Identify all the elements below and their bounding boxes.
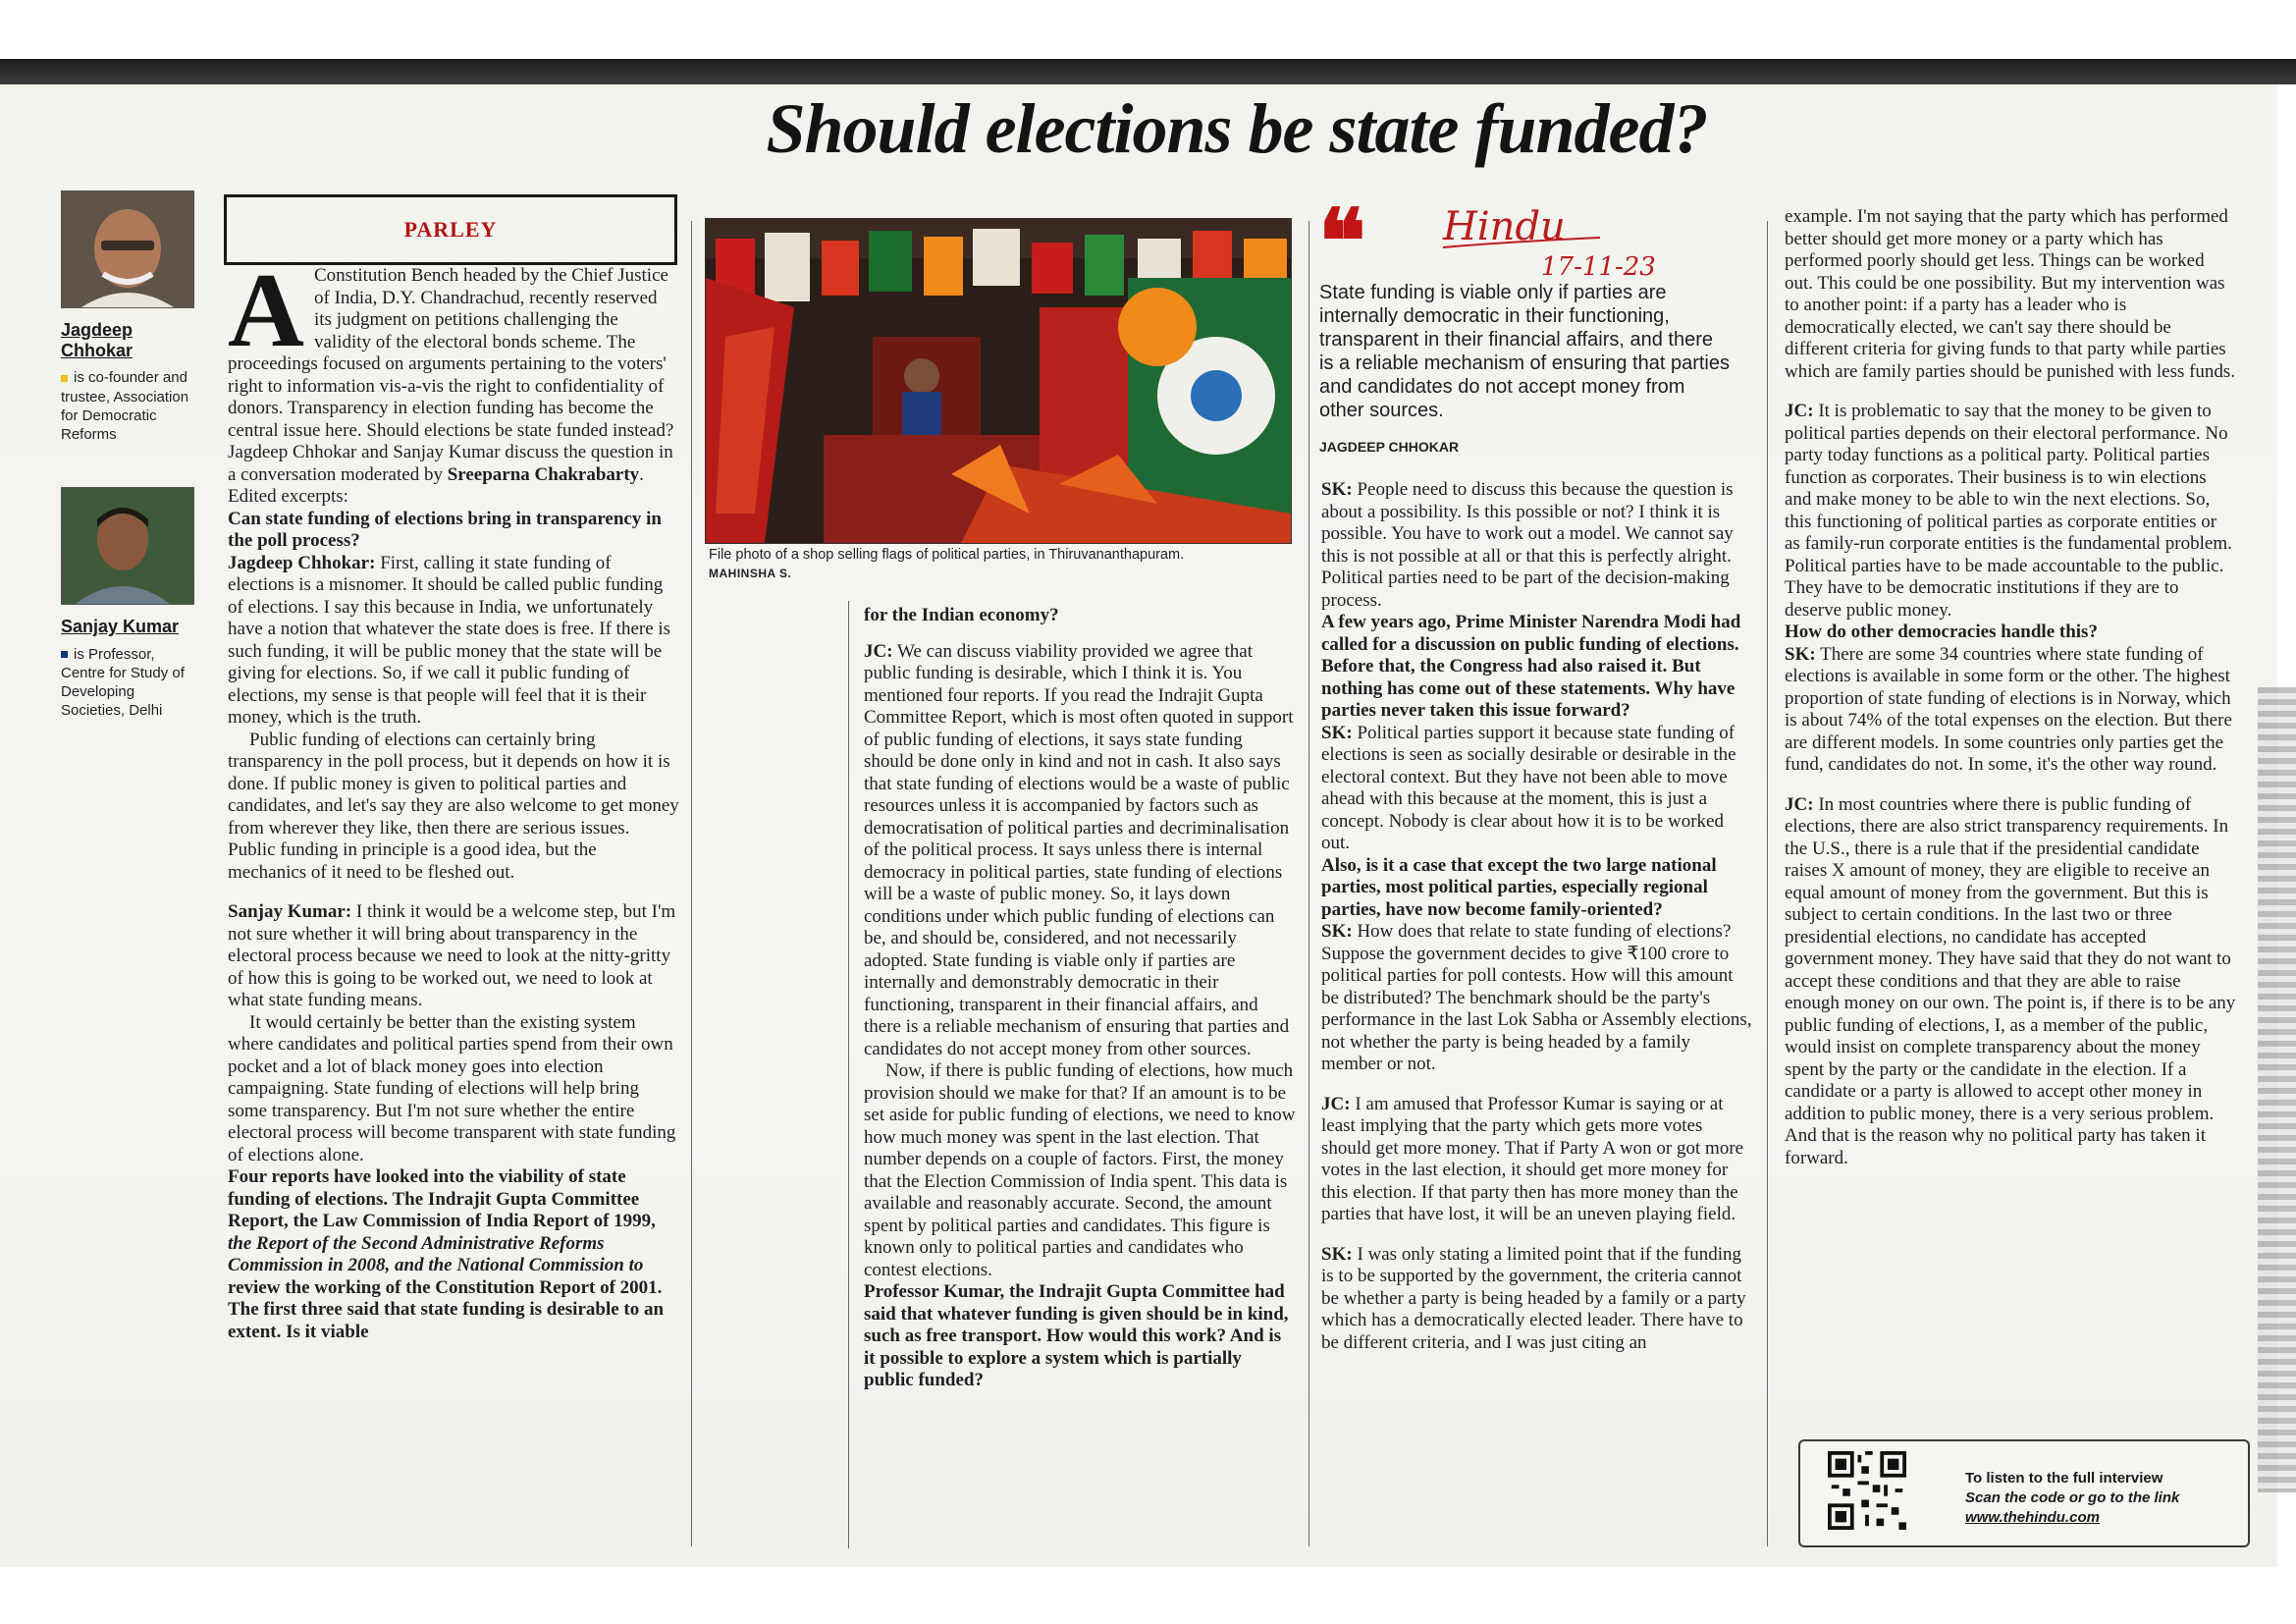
answer-paragraph	[1785, 644, 2236, 777]
drop-cap: A	[228, 252, 304, 369]
answer-text: It is problematic to say that the money to be given to political parties depends on their electoral performance. No party today functions as a political party. Political parties function as corporates. Their business is to win elections and make money to be able to win the next elections. So, this functioning of political parties as corporate entities or as family-run corporate entities is the fundamental problem. Political parties have to be made accountable to the public. They have to be democratic institutions if they are to deserve public money.	[1785, 401, 2232, 621]
answer-paragraph: Now, if there is public funding of elections, how much provision should we make for that? If an amount is to be set aside for public funding of elections, we need to know how much money was spent in the last election. That number depends on a couple of factors. First, the money that the Election Commission of India spent. This data is available and reasonably accurate. Second, the amount spent by political parties and candidates. This figure is known only to political parties and candidates who contest elections.	[864, 1060, 1296, 1280]
speaker-label: JC:	[1321, 1093, 1351, 1114]
speaker-label: SK:	[1321, 1243, 1353, 1265]
answer-text: How does that relate to state funding of elections? Suppose the government decides to give ₹100 crore to political parties for poll contests. How will this amount be distributed? The benchmark should be the party's performance in the last Lok Sabha or Assembly elections, not whether the party is being headed by a family member or not.	[1321, 921, 1752, 1074]
profile-description	[61, 645, 198, 721]
qr-line-2: Scan the code or go to the link	[1965, 1489, 2180, 1506]
handwriting-word: Hindu	[1443, 204, 1566, 249]
answer-paragraph: example. I'm not saying that the party which has performed better should get more money or a party which has performed poorly should get less. Things can be worked out. This could be one possibility. But my intervention was to another point: if a party has a leader who is democratically elected, we can't say there should be different criteria for giving funds to that party while parties which are family parties should be punished with less funds.	[1785, 206, 2236, 382]
portrait-kumar	[61, 487, 194, 605]
section-label: PARLEY	[403, 217, 498, 242]
qr-promo-box	[1798, 1439, 2250, 1547]
answer-paragraph	[1785, 794, 2236, 1170]
speaker-label: Sanjay Kumar:	[228, 901, 352, 922]
quote-mark-icon: ❝	[1318, 189, 1366, 294]
caption-text: File photo of a shop selling flags of political parties, in Thiruvananthapuram.	[709, 547, 1185, 563]
answer-text: First, calling it state funding of elections is a misnomer. It should be called public funding of elections. I say this because in India, we unfortunately have a notion that whatever the state does is free. If there is such funding, it will be public money that the state will be giving for elections. So, if we call it public funding of elections, my sense is that people will feel that it is their money, which is the truth.	[228, 552, 671, 728]
answer-paragraph	[1785, 401, 2236, 622]
scanner-edge-shadow	[0, 59, 2296, 84]
column-rule	[1308, 221, 1309, 1546]
speaker-label: JC:	[864, 640, 893, 662]
question-text: Four reports have looked into the viability of state funding of elections. The Indrajit Gupta Committee Report, the Law Commission of India Report of 1999,	[228, 1166, 656, 1231]
photo-caption	[709, 546, 1308, 583]
portrait-chhokar	[61, 190, 194, 308]
speaker-label: SK:	[1321, 921, 1353, 942]
question-heading: Professor Kumar, the Indrajit Gupta Committee had said that whatever funding is given should be in kind, such as free transport. How would this work? And is it possible to explore a system which is partially public funded?	[864, 1281, 1289, 1390]
question-heading: A few years ago, Prime Minister Narendra Modi had called for a discussion on public funding of elections. Before that, the Congress had also raised it. But nothing has come out of these statements. Why have parties never taken this issue forward?	[1321, 612, 1741, 721]
column-rule	[691, 221, 692, 1546]
photo-credit: MAHINSHA S.	[709, 567, 792, 580]
answer-text: We can discuss viability provided we agree that public funding is desirable, which I think it is. You mentioned four reports. If you read the Indrajit Gupta Committee Report, which is most often quoted in support of public funding of elections, it says state funding should be done only in kind and not in cash. It also says that state funding of elections would be a waste of public resources unless it is accompanied by factors such as democratisation of political parties and decriminalisation of the political process. It says unless there is internal democracy in political parties, state funding of elections will be a waste of public money. So, it lays down conditions under which public funding of elections can be, and should be, considered, and not necessarily adopted. State funding is viable only if parties are internally and demonstrably democratic in their functioning, transparent in their financial affairs, and there is a reliable mechanism of ensuring that parties and candidates do not accept money from other sources.	[864, 640, 1294, 1059]
answer-text: Political parties support it because state funding of elections is seen as socially desirable or desirable in the electoral context. But they have not been able to move ahead with this because at the moment, this is just a concept. Nobody is clear about how it is to be worked out.	[1321, 722, 1736, 853]
profile-description	[61, 368, 198, 444]
answer-text: In most countries where there is public funding of elections, there are also strict transparency requirements. In the U.S., there is a rule that if the presidential candidate raises X amount of money, they are eligible to receive an equal amount of money from the government. But this is subject to certain conditions. In the last two or three presidential elections, no candidate has accepted government money. They have said that they do not want to accept these conditions and that they are able to raise enough money on our own. The point is, if there is to be any public funding of elections, I, as a member of the public, would insist on complete transparency about the money spent by the party or the candidate in the election. If a candidate or a party is allowed to accept other money in addition to public money, there is a very serious problem. And that is the reason why no political party has taken it forward.	[1785, 793, 2236, 1168]
profile-kumar	[61, 487, 198, 720]
speaker-label: SK:	[1321, 479, 1353, 500]
bullet-icon	[61, 375, 68, 382]
qr-promo-text	[1965, 1469, 2179, 1528]
answer-paragraph	[1321, 1094, 1753, 1226]
column-rule	[1767, 221, 1768, 1546]
answer-paragraph	[1321, 479, 1753, 612]
answer-text: There are some 34 countries where state funding of elections is available in some form or the other. The highest proportion of state funding of elections is in Norway, which is about 74% of the total expenses on the election. But there are different models. In some countries only parties get the fund, candidates do not. In some, it's the other way round.	[1785, 643, 2232, 775]
profile-desc-text: is co-founder and trustee, Association for Democratic Reforms	[61, 369, 189, 443]
answer-paragraph: Public funding of elections can certainly bring transparency in the poll process, but it depends on how it is done. If public money is given to political parties and candidates, and let's say they are also welcome to get money from wherever they like, then there are serious issues. Public funding in principle is a good idea, but the mechanics of it need to be fleshed out.	[228, 729, 679, 883]
answer-paragraph	[228, 553, 679, 730]
answer-paragraph: It would certainly be better than the existing system where candidates and political parties spend from their own pocket and a lot of black money goes into election campaigning. State funding of elections will help bring some transparency. But I'm not sure whether the entire electoral process will become transparent with state funding of elections alone.	[228, 1011, 676, 1165]
page-binding-edge	[2258, 687, 2296, 1492]
question-heading-end: for the Indian economy?	[864, 605, 1059, 625]
profile-name: Jagdeep Chhokar	[61, 320, 133, 360]
answer-text: I was only stating a limited point that if the funding is to be supported by the government, the criteria cannot be whether a party is being headed by a family or a party which has a democratically elected leader. There have to be different criteria, and I was just citing an	[1321, 1243, 1746, 1353]
column-1	[228, 252, 679, 1343]
article-headline: Should elections be state funded?	[766, 89, 1708, 168]
speaker-label: SK:	[1321, 722, 1353, 743]
speaker-label: JC:	[1785, 793, 1814, 815]
website-link[interactable]: www.thehindu.com	[1965, 1509, 2100, 1526]
moderator-name: Sreeparna Chakrabarty	[447, 463, 640, 485]
answer-paragraph	[1321, 723, 1753, 855]
answer-paragraph	[864, 641, 1296, 1061]
column-rule	[848, 601, 849, 1548]
column-4	[1785, 206, 2236, 1169]
scan-top-margin	[0, 0, 2296, 59]
flag-shop-photo	[705, 218, 1292, 544]
intro-paragraph	[228, 252, 679, 509]
column-2	[864, 605, 1296, 1392]
profile-chhokar	[61, 190, 198, 444]
profile-name: Sanjay Kumar	[61, 617, 180, 636]
handwritten-annotation	[1433, 202, 1688, 281]
answer-text: People need to discuss this because the question is about a possibility. Is this possible or not? I think it is possible. You have to work out a model. We cannot say this is not possible at all or that this is perfectly alright. Political parties need to be part of the decision-making process.	[1321, 479, 1734, 611]
column-3	[1321, 479, 1753, 1354]
question-text-italic: in 2008, and the National Commission to	[327, 1255, 644, 1275]
pull-quote-author: JAGDEEP CHHOKAR	[1319, 439, 1460, 455]
question-heading: How do other democracies handle this?	[1785, 622, 2098, 642]
answer-paragraph	[1321, 921, 1753, 1076]
answer-paragraph	[228, 901, 679, 1012]
speaker-label: SK:	[1785, 643, 1816, 665]
intro-text: Constitution Bench headed by the Chief Justice of India, D.Y. Chandrachud, recently reserved its judgment on petitions challenging the validity of the electoral bonds scheme. The proceedings focused on arguments pertaining to the voters' right to information vis-a-vis the right to confidentiality of donors. Transparency in election funding has become the central issue here. Should elections be state funded instead? Jagdeep Chhokar and Sanjay Kumar discuss the question in a conversation moderated by	[228, 265, 674, 485]
question-heading: Can state funding of elections bring in transparency in the poll process?	[228, 508, 662, 551]
answer-text: I think it would be a welcome step, but I'm not sure whether it will bring about transparency in the electoral process because we need to look at the nitty-gritty of how this is going to be worked out, we need to look at what state funding means.	[228, 901, 676, 1010]
profile-desc-text: is Professor, Centre for Study of Developing Societies, Delhi	[61, 645, 185, 720]
handwriting-date: 17-11-23	[1541, 252, 1656, 281]
scan-bottom-margin	[0, 1567, 2296, 1624]
question-heading: Also, is it a case that except the two large national parties, most political parties, especially regional parties, have now become family-oriented?	[1321, 854, 1717, 920]
speaker-label: JC:	[1785, 401, 1814, 421]
bullet-icon	[61, 651, 68, 658]
speaker-label: Jagdeep Chhokar:	[228, 552, 376, 573]
answer-text: I am amused that Professor Kumar is saying or at least implying that the party which gets more votes should get more money. That if Party A won or got more votes in the last election, it should get more money for this election. If that party then has more money than the parties that have lost, it will be an uneven playing field.	[1321, 1093, 1744, 1224]
pull-quote-text: State funding is viable only if parties are internally democratic in their functioning, transparent in their financial affairs, and there is a reliable mechanism of ensuring that parties and candidates do not accept money from other sources.	[1319, 282, 1730, 421]
intro-tail: . Edited excerpts:	[228, 463, 644, 507]
question-text: review the working of the Constitution Report of 2001. The first three said that state funding is desirable to an extent. Is it viable	[228, 1276, 665, 1342]
question-heading	[228, 1166, 679, 1343]
qr-code-icon[interactable]	[1828, 1451, 1906, 1530]
qr-line-1: To listen to the full interview	[1965, 1470, 2163, 1487]
question-text-italic: the Report of the Second Administrative Reforms Commission	[228, 1232, 605, 1275]
answer-paragraph	[1321, 1244, 1753, 1355]
